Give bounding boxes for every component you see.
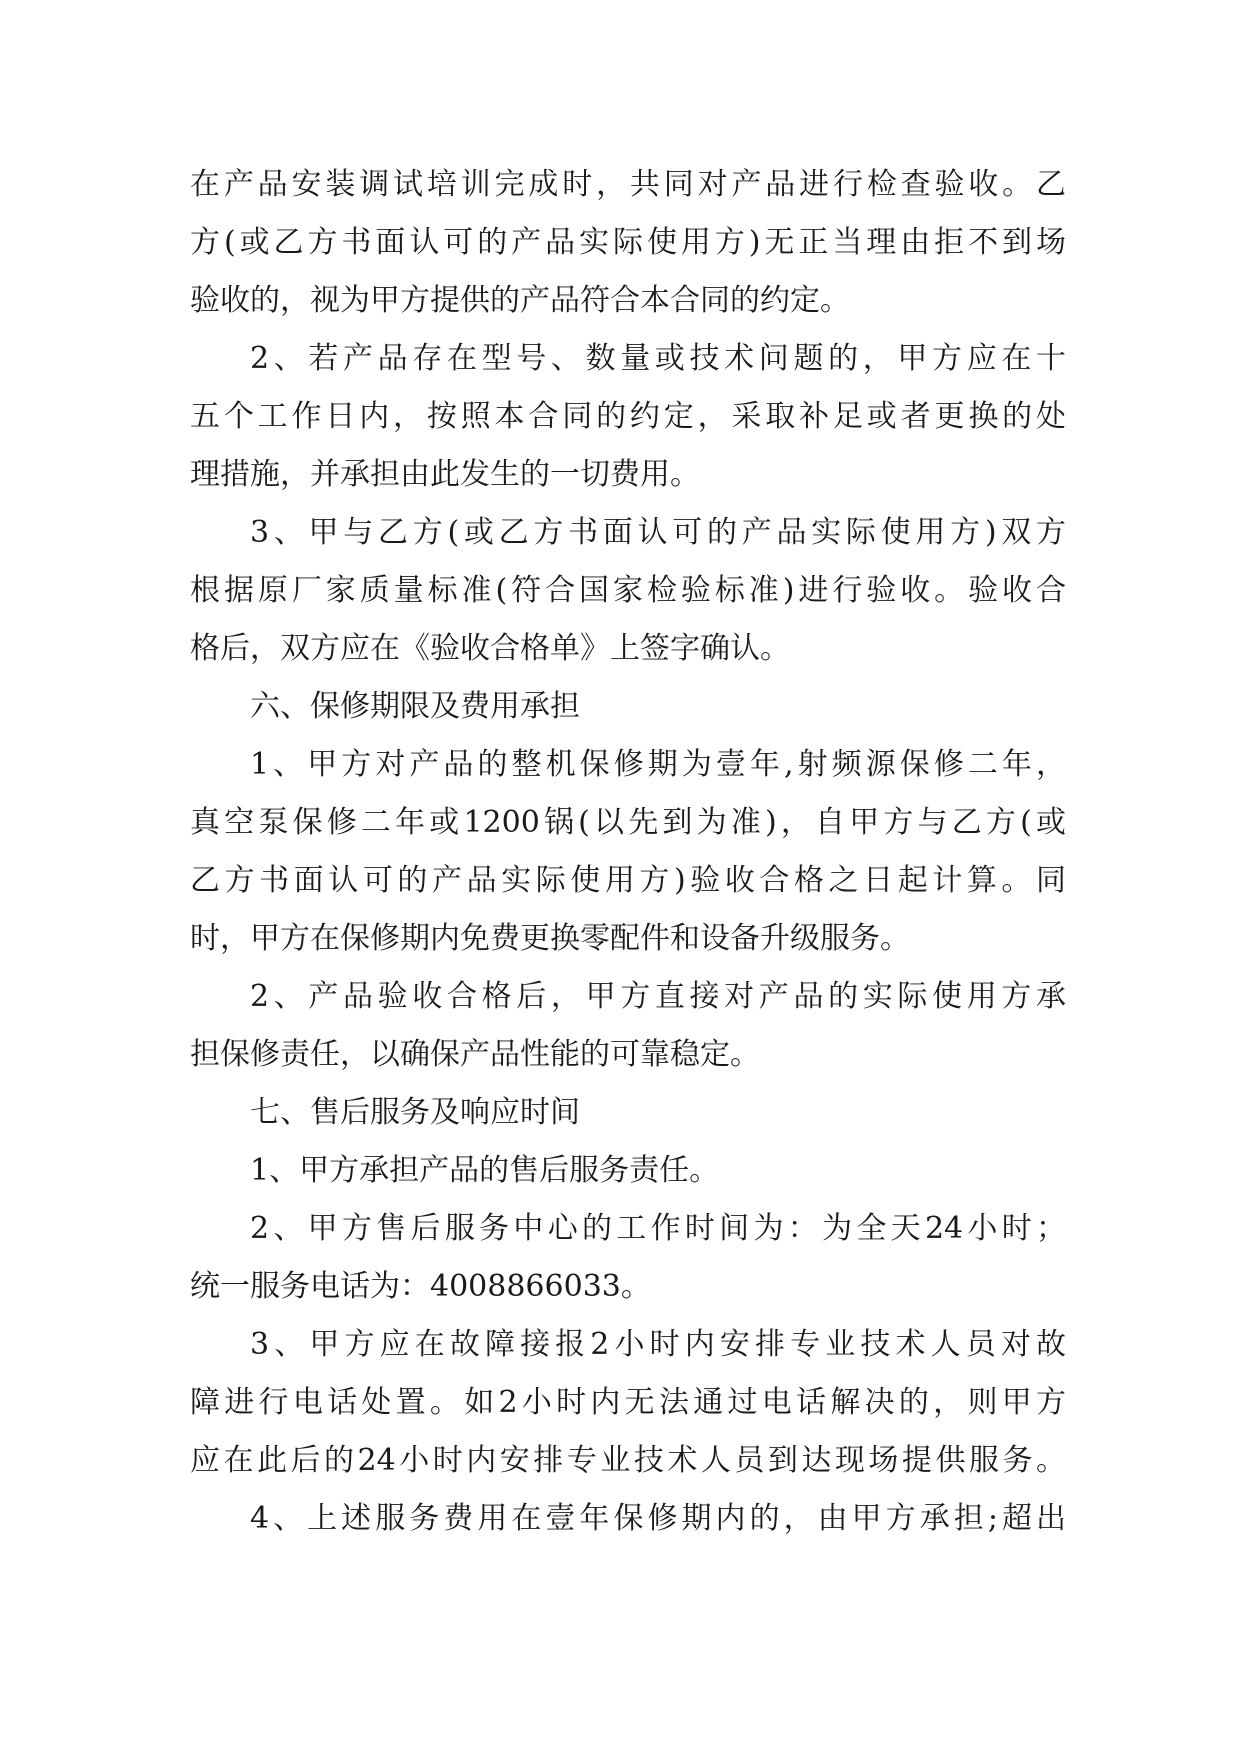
text-line-9: 格后，双方应在《验收合格单》上签字确认。 bbox=[190, 631, 790, 666]
text-line-22: 障进行电话处置。如2小时内无法通过电话解决的，则甲方 bbox=[190, 1385, 1066, 1420]
text-line-1: 在产品安装调试培训完成时，共同对产品进行检查验收。乙 bbox=[190, 167, 1066, 202]
text-line-24: 4、上述服务费用在壹年保修期内的，由甲方承担;超出 bbox=[250, 1501, 1066, 1536]
text-line-20: 统一服务电话为：4008866033。 bbox=[190, 1269, 651, 1304]
section-heading-after-sales: 七、售后服务及响应时间 bbox=[250, 1095, 580, 1130]
text-line-7: 3、甲与乙方(或乙方书面认可的产品实际使用方)双方 bbox=[250, 515, 1066, 550]
text-line-19: 2、甲方售后服务中心的工作时间为：为全天24小时； bbox=[250, 1211, 1066, 1246]
document-body bbox=[190, 156, 1066, 1548]
text-line-2: 方(或乙方书面认可的产品实际使用方)无正当理由拒不到场 bbox=[190, 225, 1066, 260]
text-line-4: 2、若产品存在型号、数量或技术问题的，甲方应在十 bbox=[250, 341, 1066, 376]
text-line-13: 乙方书面认可的产品实际使用方)验收合格之日起计算。同 bbox=[190, 863, 1066, 898]
text-line-14: 时，甲方在保修期内免费更换零配件和设备升级服务。 bbox=[190, 921, 910, 956]
text-line-23: 应在此后的24小时内安排专业技术人员到达现场提供服务。 bbox=[190, 1443, 1066, 1478]
text-line-15: 2、产品验收合格后，甲方直接对产品的实际使用方承 bbox=[250, 979, 1066, 1014]
text-line-18: 1、甲方承担产品的售后服务责任。 bbox=[250, 1153, 720, 1188]
text-line-11: 1、甲方对产品的整机保修期为壹年,射频源保修二年， bbox=[250, 747, 1066, 782]
text-line-16: 担保修责任，以确保产品性能的可靠稳定。 bbox=[190, 1037, 760, 1072]
text-line-3: 验收的，视为甲方提供的产品符合本合同的约定。 bbox=[190, 283, 850, 318]
text-line-6: 理措施，并承担由此发生的一切费用。 bbox=[190, 457, 700, 492]
text-line-5: 五个工作日内，按照本合同的约定，采取补足或者更换的处 bbox=[190, 399, 1066, 434]
section-heading-warranty: 六、保修期限及费用承担 bbox=[250, 689, 580, 724]
text-line-21: 3、甲方应在故障接报2小时内安排专业技术人员对故 bbox=[250, 1327, 1066, 1362]
text-line-12: 真空泵保修二年或1200锅(以先到为准)，自甲方与乙方(或 bbox=[190, 805, 1066, 840]
text-line-8: 根据原厂家质量标准(符合国家检验标准)进行验收。验收合 bbox=[190, 573, 1066, 608]
